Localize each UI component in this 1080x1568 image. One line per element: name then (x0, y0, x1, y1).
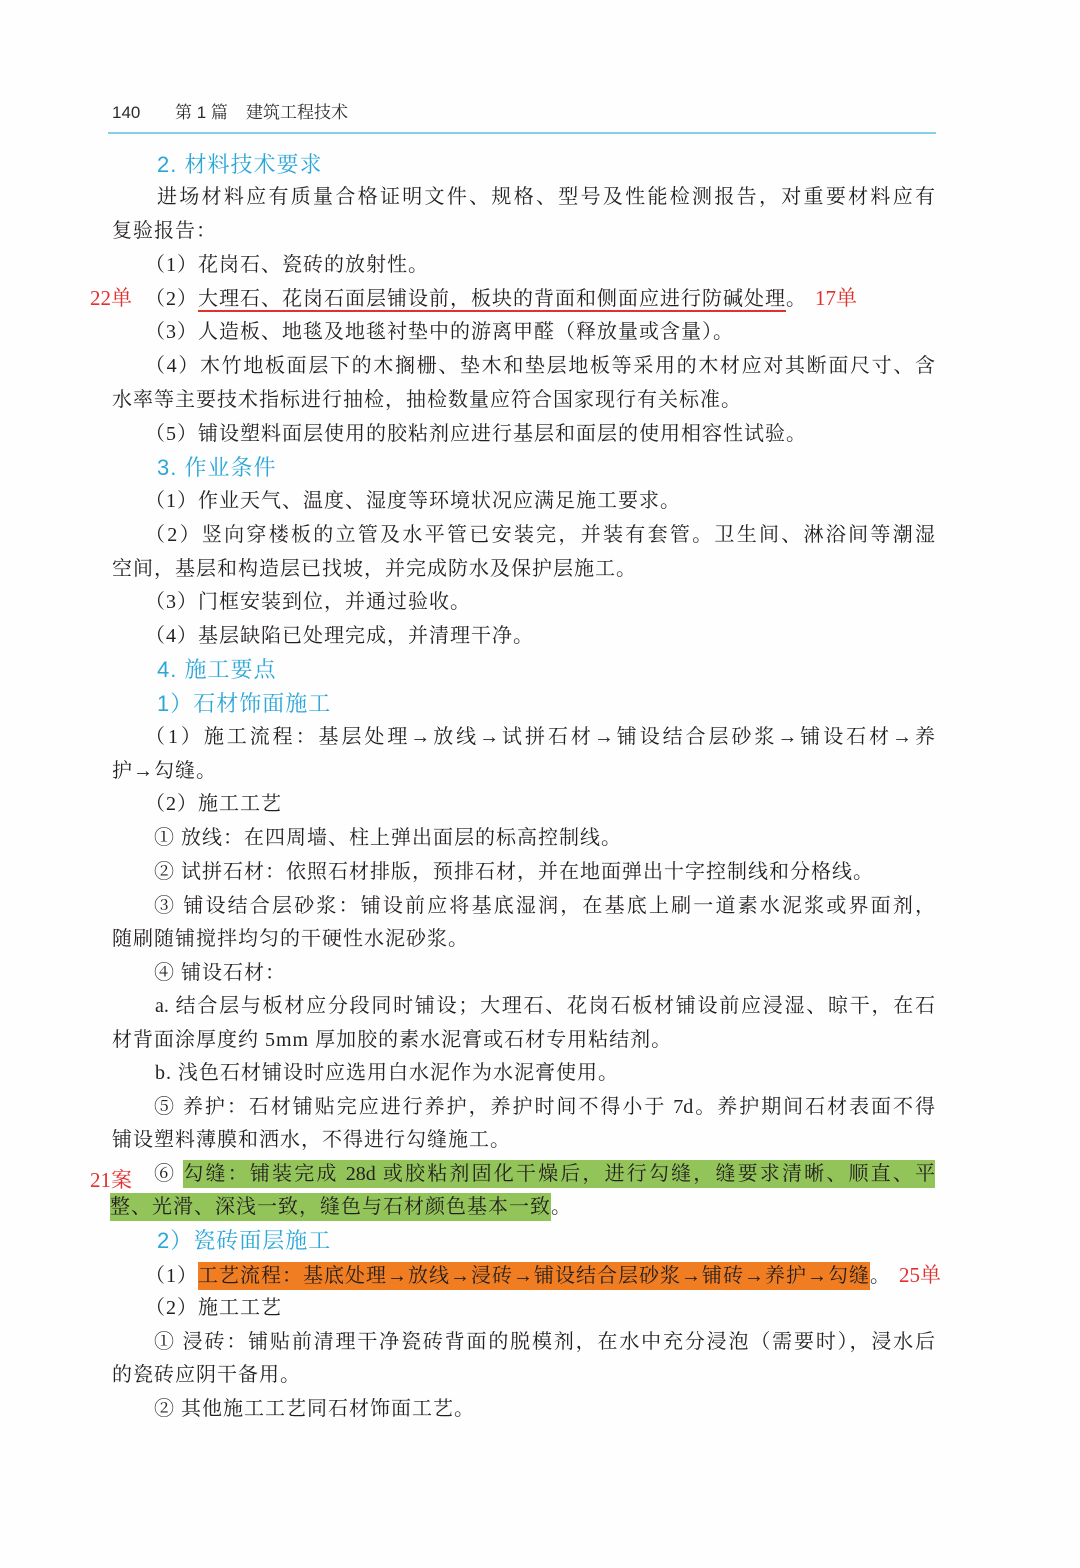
heading-key-points: 4. 施工要点 (157, 657, 277, 682)
stone-step6-line1 (154, 1160, 935, 1188)
heading-tile: 2）瓷砖面层施工 (157, 1228, 332, 1253)
annotation-21: 21案 (90, 1168, 132, 1192)
materials-item2-number: （2） (145, 288, 198, 310)
stone-step6-line2 (110, 1193, 572, 1221)
stone-flow-line2: 护→勾缝。 (112, 760, 217, 782)
materials-item2 (145, 284, 857, 312)
stone-step5-line1: ⑤ 养护：石材铺贴完应进行养护，养护时间不得小于 7d。养护期间石材表面不得 (154, 1096, 935, 1118)
tile-flow-number: （1） (145, 1265, 198, 1287)
materials-item2-underlined-text: 大理石、花岗石面层铺设前，板块的背面和侧面应进行防碱处理 (198, 288, 786, 310)
stone-step4a-line1: a. 结合层与板材应分段同时铺设；大理石、花岗石板材铺设前应浸湿、晾干，在石 (155, 995, 935, 1017)
annotation-22: 22单 (90, 286, 132, 310)
materials-intro-line1: 进场材料应有质量合格证明文件、规格、型号及性能检测报告，对重要材料应有 (157, 186, 935, 208)
materials-item3: （3）人造板、地毯及地毯衬垫中的游离甲醛（释放量或含量）。 (145, 321, 734, 343)
materials-item4-line1: （4）木竹地板面层下的木搁栅、垫木和垫层地板等采用的木材应对其断面尺寸、含 (145, 355, 935, 377)
tile-process-heading: （2）施工工艺 (145, 1297, 282, 1319)
materials-item1: （1）花岗石、瓷砖的放射性。 (145, 254, 429, 276)
conditions-item2-line1: （2）竖向穿楼板的立管及水平管已安装完，并装有套管。卫生间、淋浴间等潮湿 (145, 524, 935, 546)
stone-step6-end: 。 (551, 1196, 572, 1218)
stone-step5-line2: 铺设塑料薄膜和洒水，不得进行勾缝施工。 (112, 1129, 511, 1151)
conditions-item3: （3）门框安装到位，并通过验收。 (145, 591, 471, 613)
stone-flow-line1: （1）施工流程：基层处理→放线→试拼石材→铺设结合层砂浆→铺设石材→养 (145, 726, 935, 748)
stone-process-heading: （2）施工工艺 (145, 793, 282, 815)
annotation-25: 25单 (899, 1263, 941, 1287)
conditions-item1: （1）作业天气、温度、湿度等环境状况应满足施工要求。 (145, 490, 681, 512)
stone-step6-highlight-line1: 勾缝：铺装完成 28d 或胶粘剂固化干燥后，进行勾缝，缝要求清晰、顺直、平 (183, 1160, 935, 1188)
stone-step2: ② 试拼石材：依照石材排版，预排石材，并在地面弹出十字控制线和分格线。 (154, 861, 874, 883)
conditions-item4: （4）基层缺陷已处理完成，并清理干净。 (145, 625, 534, 647)
annotation-17: 17单 (815, 286, 857, 310)
header-rule (108, 132, 936, 134)
heading-stone: 1）石材饰面施工 (157, 691, 332, 716)
materials-item4-line2: 水率等主要技术指标进行抽检，抽检数量应符合国家现行有关标准。 (112, 389, 742, 411)
tile-flow-highlight: 工艺流程：基底处理→放线→浸砖→铺设结合层砂浆→铺砖→养护→勾缝 (198, 1262, 870, 1290)
tile-flow (145, 1261, 941, 1289)
stone-step6-number: ⑥ (154, 1163, 184, 1185)
page-number: 140 (112, 103, 141, 122)
materials-item2-end: 。 (786, 288, 807, 310)
stone-step4a-line2: 材背面涂厚度约 5mm 厚加胶的素水泥膏或石材专用粘结剂。 (112, 1029, 673, 1051)
stone-step4b: b. 浅色石材铺设时应选用白水泥作为水泥膏使用。 (155, 1062, 619, 1084)
materials-intro-line2: 复验报告： (112, 220, 217, 242)
part-label: 第 1 篇 (175, 103, 228, 122)
stone-step1: ① 放线：在四周墙、柱上弹出面层的标高控制线。 (154, 827, 622, 849)
heading-materials: 2. 材料技术要求 (157, 152, 323, 177)
heading-conditions: 3. 作业条件 (157, 455, 277, 480)
tile-step2: ② 其他施工工艺同石材饰面工艺。 (154, 1398, 475, 1420)
stone-step3-line1: ③ 铺设结合层砂浆：铺设前应将基底湿润，在基底上刷一道素水泥浆或界面剂， (154, 895, 935, 917)
tile-flow-end: 。 (870, 1265, 891, 1287)
stone-step6-highlight-line2: 整、光滑、深浅一致，缝色与石材颜色基本一致 (110, 1193, 551, 1221)
conditions-item2-line2: 空间，基层和构造层已找坡，并完成防水及保护层施工。 (112, 558, 637, 580)
tile-step1-line2: 的瓷砖应阴干备用。 (112, 1364, 301, 1386)
stone-step3-line2: 随刷随铺搅拌均匀的干硬性水泥砂浆。 (112, 928, 469, 950)
tile-step1-line1: ① 浸砖：铺贴前清理干净瓷砖背面的脱模剂，在水中充分浸泡（需要时），浸水后 (154, 1331, 935, 1353)
materials-item5: （5）铺设塑料面层使用的胶粘剂应进行基层和面层的使用相容性试验。 (145, 423, 807, 445)
part-title: 建筑工程技术 (246, 103, 348, 122)
stone-step4: ④ 铺设石材： (154, 962, 286, 984)
